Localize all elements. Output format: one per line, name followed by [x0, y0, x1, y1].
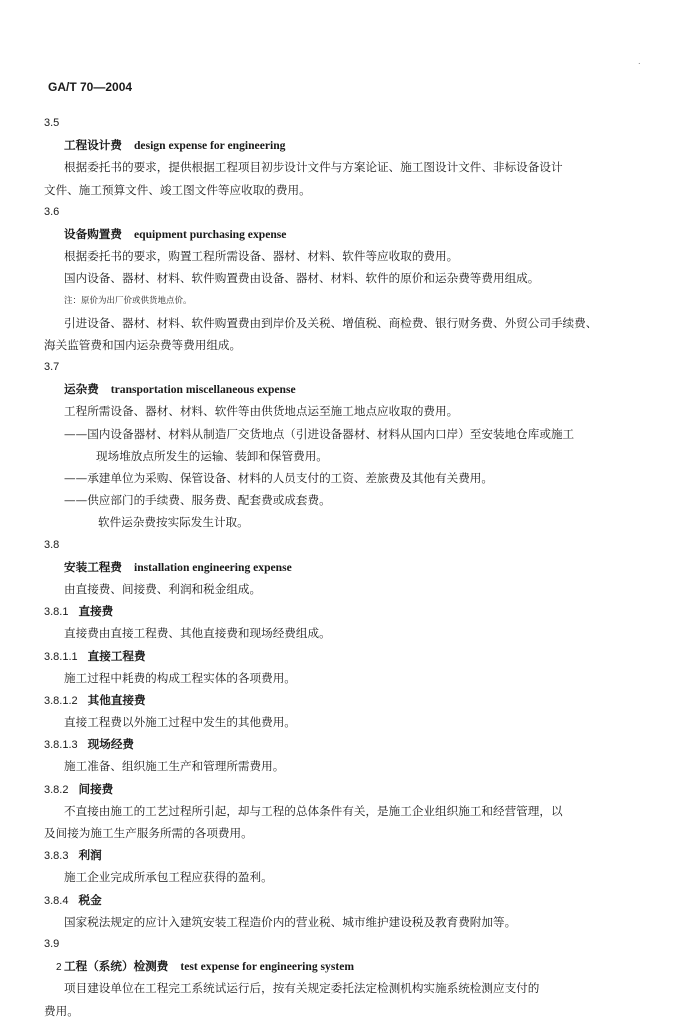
- subclause-title: 直接费: [78, 604, 114, 619]
- paragraph-line: 施工过程中耗费的构成工程实体的各项费用。: [64, 670, 296, 685]
- subclause-heading: [44, 844, 654, 866]
- subclause-title: 利润: [78, 848, 102, 863]
- subclause-title: 税金: [78, 892, 102, 907]
- term-heading: [44, 134, 654, 156]
- paragraph-line: 根据委托书的要求，购置工程所需设备、器材、材料、软件等应收取的费用。: [64, 249, 459, 264]
- paragraph-line: 费用。: [44, 1003, 79, 1018]
- clause-number: 3.7: [44, 361, 60, 374]
- paragraph-line: 根据委托书的要求，提供根据工程项目初步设计文件与方案论证、施工图设计文件、非标设备设计: [64, 160, 563, 175]
- paragraph-line: 及间接为施工生产服务所需的各项费用。: [44, 826, 253, 840]
- term-en: test expense for engineering system: [180, 960, 355, 974]
- clause-number: 3.5: [44, 117, 60, 129]
- paragraph-line: 施工企业完成所承包工程应获得的盈利。: [64, 870, 273, 885]
- list-item-continuation: 现场堆放点所发生的运输、装卸和保管费用。: [96, 448, 328, 463]
- subclause-heading: [44, 733, 654, 755]
- term-heading: [44, 378, 654, 400]
- term-heading: [44, 223, 654, 245]
- subclause-title: 直接工程费: [87, 648, 146, 663]
- term-zh: 工程设计费: [64, 138, 122, 153]
- paragraph-line: 项目建设单位在工程完工系统试运行后，按有关规定委托法定检测机构实施系统检测应支付的: [64, 981, 540, 996]
- subclause-number: 3.8.1.3: [44, 739, 78, 752]
- paragraph-line: 施工准备、组织施工生产和管理所需费用。: [64, 759, 285, 774]
- term-zh: 工程（系统）检测费: [64, 959, 169, 974]
- term-en: equipment purchasing expense: [133, 227, 287, 241]
- subclause-number: 3.8.3: [44, 850, 69, 863]
- clause-number: 3.6: [44, 205, 60, 218]
- term-heading: [44, 556, 654, 578]
- paragraph-line: 海关监管费和国内运杂费等费用组成。: [44, 337, 242, 352]
- subclause-number: 3.8.4: [44, 894, 69, 907]
- subclause-number: 3.8.2: [44, 783, 69, 796]
- subclause-heading: [44, 645, 654, 667]
- corner-mark: .: [638, 57, 641, 66]
- list-item-line: ——供应部门的手续费、服务费、配套费或成套费。: [64, 493, 331, 508]
- page-number: 2: [56, 962, 62, 973]
- term-zh: 设备购置费: [64, 226, 122, 241]
- standard-code-header: GA/T 70—2004: [48, 80, 133, 94]
- paragraph-line: 引进设备、器材、材料、软件购置费由到岸价及关税、增值税、商检费、银行财务费、外贸公司手续费、: [64, 315, 598, 330]
- paragraph-line: 软件运杂费按实际发生计取。: [98, 515, 249, 530]
- subclause-number: 3.8.1: [44, 606, 69, 619]
- subclause-title: 现场经费: [87, 737, 135, 752]
- paragraph-line: 国家税法规定的应计入建筑安装工程造价内的营业税、城市维护建设税及教育费附加等。: [64, 914, 517, 929]
- paragraph-line: 工程所需设备、器材、材料、软件等由供货地点运至施工地点应收取的费用。: [64, 404, 459, 419]
- list-item-line: ——国内设备器材、材料从制造厂交货地点（引进设备器材、材料从国内口岸）至安装地仓库或施工: [64, 426, 575, 441]
- term-zh: 安装工程费: [64, 559, 122, 574]
- paragraph-line: 由直接费、间接费、利润和税金组成。: [64, 581, 262, 596]
- subclause-heading: [44, 778, 654, 800]
- subclause-heading: [44, 689, 654, 711]
- clause-number: 3.9: [44, 937, 60, 950]
- paragraph-line: 直接费由直接工程费、其他直接费和现场经费组成。: [64, 626, 331, 641]
- term-heading: [44, 955, 654, 977]
- subclause-heading: [44, 889, 654, 911]
- subclause-number: 3.8.1.2: [44, 694, 78, 707]
- clause-number: 3.8: [44, 538, 60, 551]
- term-en: design expense for engineering: [133, 139, 286, 153]
- list-item-line: ——承建单位为采购、保管设备、材料的人员支付的工资、差旅费及其他有关费用。: [64, 471, 493, 485]
- term-en: installation engineering expense: [133, 560, 292, 574]
- subclause-number: 3.8.1.1: [44, 650, 78, 663]
- paragraph-line: 文件、施工预算文件、竣工图文件等应收取的费用。: [44, 182, 311, 197]
- document-body: [44, 112, 654, 1022]
- note-line: 注：原价为出厂价或供货地点价。: [64, 295, 192, 306]
- paragraph-line: 直接工程费以外施工过程中发生的其他费用。: [64, 715, 296, 730]
- paragraph-line: 不直接由施工的工艺过程所引起，却与工程的总体条件有关，是施工企业组织施工和经营管理，以: [64, 803, 563, 818]
- term-en: transportation miscellaneous expense: [110, 383, 296, 397]
- subclause-title: 其他直接费: [87, 692, 146, 707]
- paragraph-line: 国内设备、器材、材料、软件购置费由设备、器材、材料、软件的原价和运杂费等费用组成。: [64, 271, 540, 286]
- subclause-title: 间接费: [78, 781, 114, 796]
- subclause-heading: [44, 600, 654, 622]
- term-zh: 运杂费: [64, 382, 99, 397]
